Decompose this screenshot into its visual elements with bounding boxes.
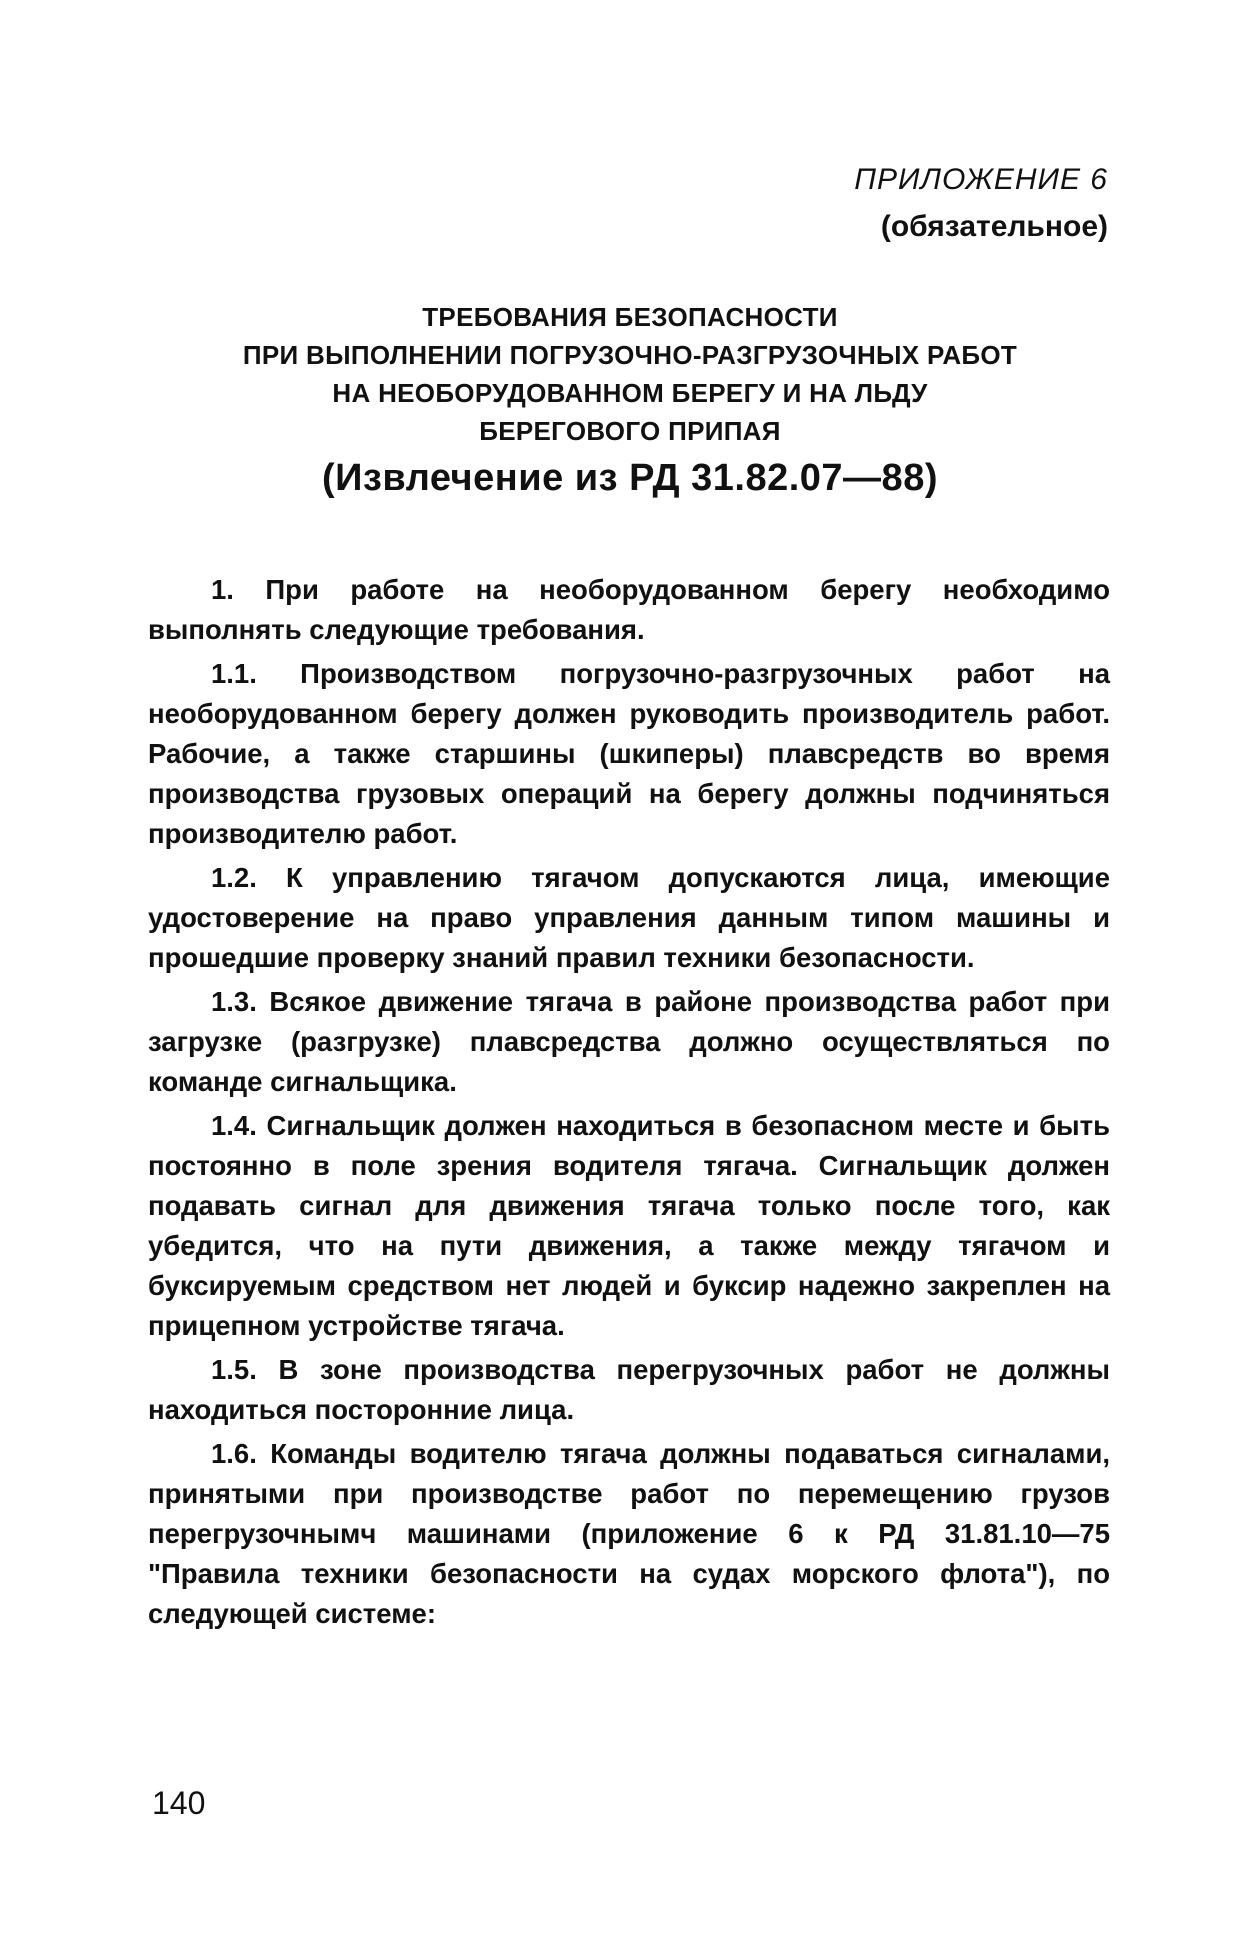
paragraph-1: 1. При работе на необорудованном берегу необходимо выполнять следующие требования. xyxy=(148,574,1110,645)
appendix-label: ПРИЛОЖЕНИЕ 6 xyxy=(854,163,1108,196)
page-number: 140 xyxy=(152,1785,206,1821)
title-line-3: НА НЕОБОРУДОВАННОМ БЕРЕГУ И НА ЛЬДУ xyxy=(332,378,928,408)
appendix-note: (обязательное) xyxy=(880,210,1108,243)
paragraph-1-2: 1.2. К управлению тягачом допускаются лица, имеющие удостоверение на право управления данным типом машины и прошедшие проверку знаний правил техники безопасности. xyxy=(148,862,1110,973)
paragraph-1-1: 1.1. Производством погрузочно-разгрузочных работ на необорудованном берегу должен руководить производитель работ. Рабочие, а также старшины (шкиперы) плавсредств во время производства грузовых операций на берегу должны подчиняться производителю работ. xyxy=(148,658,1110,849)
paragraph-1-4: 1.4. Сигнальщик должен находиться в безопасном месте и быть постоянно в поле зрения водителя тягача. Сигнальщик должен подавать сигнал для движения тягача только после того, как убедится, что на пути движения, а также между тягачом и буксируемым средством нет людей и буксир надежно закреплен на прицепном устройстве тягача. xyxy=(148,1110,1110,1341)
document-title xyxy=(150,298,1110,502)
paragraph-1-3: 1.3. Всякое движение тягача в районе производства работ при загрузке (разгрузке) плавсредства должно осуществляться по команде сигнальщика. xyxy=(148,986,1110,1097)
body-text xyxy=(148,570,1110,1638)
paragraph-1-5: 1.5. В зоне производства перегрузочных работ не должны находиться посторонние лица. xyxy=(148,1354,1110,1425)
title-line-4: БЕРЕГОВОГО ПРИПАЯ xyxy=(479,416,781,446)
title-line-2: ПРИ ВЫПОЛНЕНИИ ПОГРУЗОЧНО-РАЗГРУЗОЧНЫХ РАБОТ xyxy=(242,340,1018,370)
title-line-1: ТРЕБОВАНИЯ БЕЗОПАСНОСТИ xyxy=(422,302,838,332)
paragraph-1-6: 1.6. Команды водителю тягача должны подаваться сигналами, принятыми при производстве работ по перемещению грузов перегрузочнымч машинами (приложение 6 к РД 31.81.10—75 "Правила техники безопасности на судах морского флота"), по следующей системе: xyxy=(148,1438,1110,1629)
extract-subtitle: (Извлечение из РД 31.82.07—88) xyxy=(322,457,938,499)
